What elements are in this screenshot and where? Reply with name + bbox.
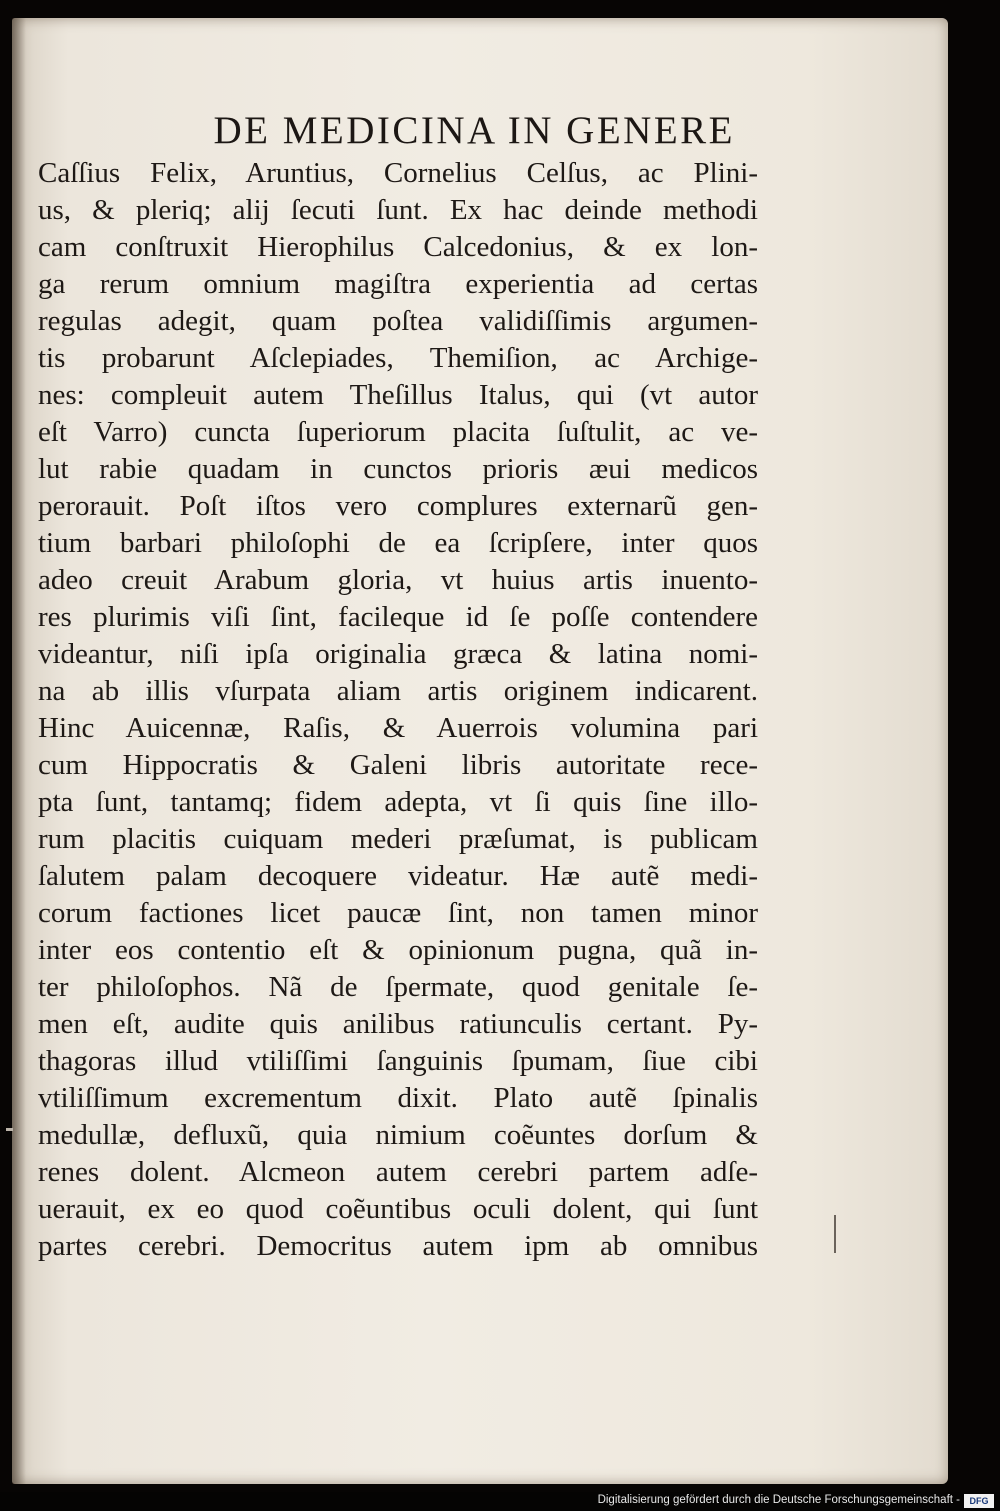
footer-bar [0,1492,1000,1511]
text-line: ga rerum omnium magiſtra experientia ad certas [38,268,758,300]
text-line: ſalutem palam decoquere videatur. Hæ autẽ medi- [38,860,758,892]
text-line: ter philoſophos. Nã de ſpermate, quod genitale ſe- [38,971,758,1003]
text-line: thagoras illud vtiliſſimi ſanguinis ſpumam, ſiue cibi [38,1045,758,1077]
text-line: uerauit, ex eo quod coẽuntibus oculi dolent, qui ſunt [38,1193,758,1225]
text-line: medullæ, defluxũ, quia nimium coẽuntes dorſum & [38,1119,758,1151]
text-line: eſt Varro) cuncta ſuperiorum placita ſuſtulit, ac ve- [38,416,758,448]
text-line: vtiliſſimum excrementum dixit. Plato autẽ ſpinalis [38,1082,758,1114]
text-block [38,155,758,1265]
text-line: cam conſtruxit Hierophilus Calcedonius, & ex lon- [38,231,758,263]
funding-credit: Digitalisierung gefördert durch die Deutsche Forschungsgemeinschaft - [597,1494,960,1506]
text-line: res plurimis viſi ſint, facileque id ſe poſſe contendere [38,601,758,633]
running-head: DE MEDICINA IN GENERE [213,109,735,152]
text-line: nes: compleuit autem Theſillus Italus, qui (vt autor [38,379,758,411]
text-line: pta ſunt, tantamq; fidem adepta, vt ſi quis ſine illo- [38,786,758,818]
text-line: us, & pleriq; alij ſecuti ſunt. Ex hac deinde methodi [38,194,758,226]
text-line: regulas adegit, quam poſtea validiſſimis argumen- [38,305,758,337]
text-line: videantur, niſi ipſa originalia græca & latina nomi- [38,638,758,670]
text-line: adeo creuit Arabum gloria, vt huius artis inuento- [38,564,758,596]
margin-pencil-mark [834,1215,836,1253]
text-line: rum placitis cuiquam mederi præſumat, is publicam [38,823,758,855]
text-line: Caſſius Felix, Aruntius, Cornelius Celſus, ac Plini- [38,157,758,189]
margin-tick-mark [6,1128,13,1131]
text-line: perorauit. Poſt iſtos vero complures externarũ gen- [38,490,758,522]
text-line: lut rabie quadam in cunctos prioris æui medicos [38,453,758,485]
text-line: cum Hippocratis & Galeni libris autoritate rece- [38,749,758,781]
gutter-shadow [12,18,26,1484]
text-line: na ab illis vſurpata aliam artis originem indicarent. [38,675,758,707]
text-line: inter eos contentio eſt & opinionum pugna, quã in- [38,934,758,966]
text-line: tium barbari philoſophi de ea ſcripſere, inter quos [38,527,758,559]
text-line: renes dolent. Alcmeon autem cerebri partem adſe- [38,1156,758,1188]
text-line: tis probarunt Aſclepiades, Themiſion, ac Archige- [38,342,758,374]
text-line: partes cerebri. Democritus autem ipm ab omnibus [38,1230,758,1262]
dfg-logo: DFG [964,1494,994,1508]
text-line: Hinc Auicennæ, Raſis, & Auerrois volumina pari [38,712,758,744]
text-line: men eſt, audite quis anilibus ratiunculis certant. Py- [38,1008,758,1040]
text-line: corum factiones licet paucæ ſint, non tamen minor [38,897,758,929]
